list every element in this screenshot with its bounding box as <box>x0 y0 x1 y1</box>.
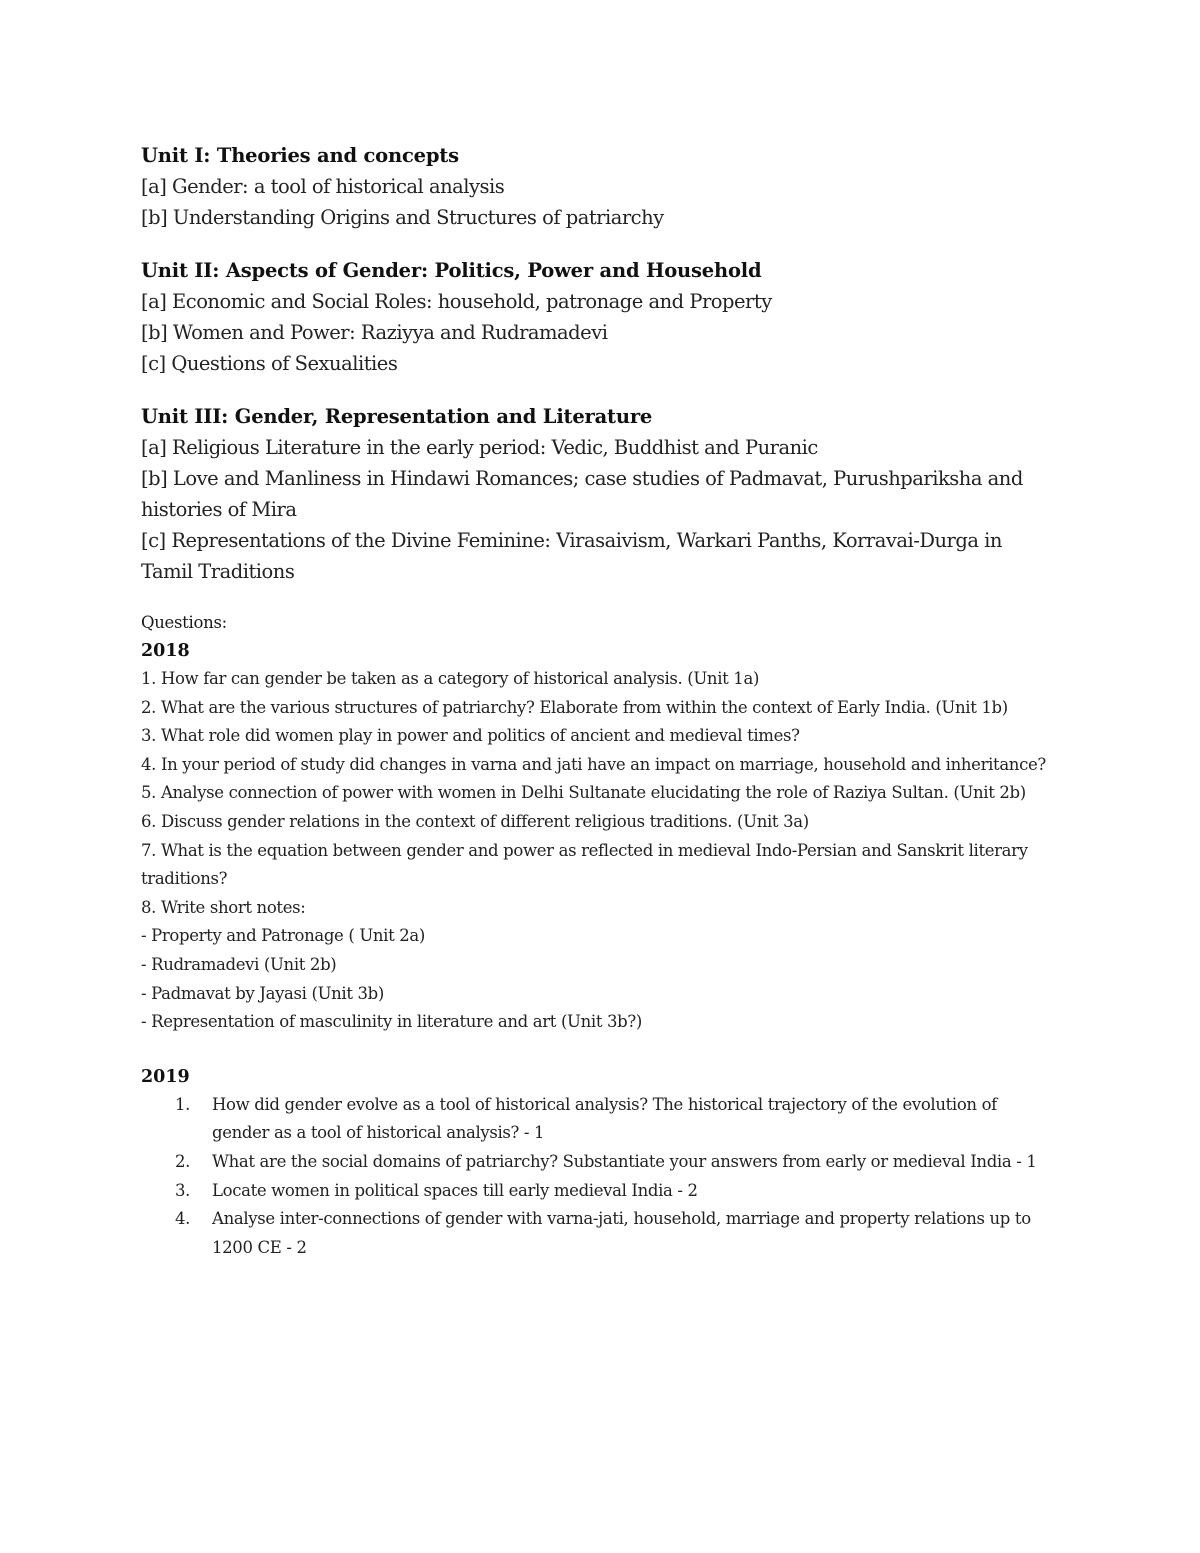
unit-2-title: Unit II: Aspects of Gender: Politics, Power and Household <box>141 259 762 282</box>
short-note-1: - Property and Patronage ( Unit 2a) <box>141 926 426 946</box>
document-page <box>141 140 1051 1262</box>
unit-1-item-a: [a] Gender: a tool of historical analysis <box>141 175 505 198</box>
question-2018-1: 1. How far can gender be taken as a category of historical analysis. (Unit 1a) <box>141 669 760 688</box>
question-2019-2 <box>141 1148 1051 1177</box>
questions-2019 <box>141 1091 1051 1263</box>
question-2019-4 <box>141 1205 1051 1262</box>
question-2018-2: 2. What are the various structures of patriarchy? Elaborate from within the context of Early India. (Unit 1b) <box>141 697 1008 717</box>
year-2018-heading: 2018 <box>141 641 190 661</box>
question-text: What are the social domains of patriarchy? Substantiate your answers from early or medieval India - 1 <box>212 1151 1037 1171</box>
short-note-4: - Representation of masculinity in literature and art (Unit 3b?) <box>141 1012 642 1032</box>
question-2018-5: 5. Analyse connection of power with women in Delhi Sultanate elucidating the role of Raziya Sultan. (Unit 2b) <box>141 783 1026 803</box>
question-2018-6: 6. Discuss gender relations in the context of different religious traditions. (Unit 3a) <box>141 811 809 831</box>
unit-2-item-a: [a] Economic and Social Roles: household, patronage and Property <box>141 290 772 313</box>
unit-1-section <box>141 140 1051 233</box>
short-note-3: - Padmavat by Jayasi (Unit 3b) <box>141 983 384 1003</box>
list-number: 1. <box>175 1094 191 1114</box>
unit-3-item-b: [b] Love and Manliness in Hindawi Romances; case studies of Padmavat, Purushpariksha and histories of Mira <box>141 467 1023 521</box>
list-number: 4. <box>175 1209 191 1229</box>
unit-3-item-a: [a] Religious Literature in the early period: Vedic, Buddhist and Puranic <box>141 436 818 459</box>
question-2018-4: 4. In your period of study did changes in varna and jati have an impact on marriage, household and inheritance? <box>141 754 1046 774</box>
list-number: 3. <box>175 1180 191 1200</box>
question-2019-1 <box>141 1091 1051 1148</box>
short-note-2: - Rudramadevi (Unit 2b) <box>141 954 337 974</box>
question-2018-8: 8. Write short notes: <box>141 897 306 917</box>
unit-2-item-b: [b] Women and Power: Raziyya and Rudramadevi <box>141 321 608 344</box>
unit-2-item-c: [c] Questions of Sexualities <box>141 352 398 375</box>
question-text: How did gender evolve as a tool of historical analysis? The historical trajectory of the evolution of gender as a tool of historical analysis? - 1 <box>212 1094 997 1143</box>
questions-label: Questions: <box>141 613 227 632</box>
year-2019-heading: 2019 <box>141 1066 190 1087</box>
unit-2-section <box>141 255 1051 379</box>
unit-1-title: Unit I: Theories and concepts <box>141 144 459 167</box>
unit-3-item-c: [c] Representations of the Divine Feminine: Virasaivism, Warkari Panths, Korravai-Durga in Tamil Traditions <box>141 529 1002 583</box>
question-2018-3: 3. What role did women play in power and politics of ancient and medieval times? <box>141 726 800 746</box>
unit-3-title: Unit III: Gender, Representation and Literature <box>141 405 653 428</box>
unit-1-item-b: [b] Understanding Origins and Structures of patriarchy <box>141 206 664 229</box>
list-number: 2. <box>175 1151 191 1171</box>
question-2018-7: 7. What is the equation between gender and power as reflected in medieval Indo-Persian and Sanskrit literary traditions? <box>141 840 1028 889</box>
question-text: Analyse inter-connections of gender with varna-jati, household, marriage and property relations up to 1200 CE - 2 <box>212 1209 1031 1257</box>
unit-3-section <box>141 401 1051 587</box>
question-text: Locate women in political spaces till early medieval India - 2 <box>212 1180 698 1200</box>
questions-2018 <box>141 665 1051 1037</box>
question-2019-3 <box>141 1177 1051 1206</box>
